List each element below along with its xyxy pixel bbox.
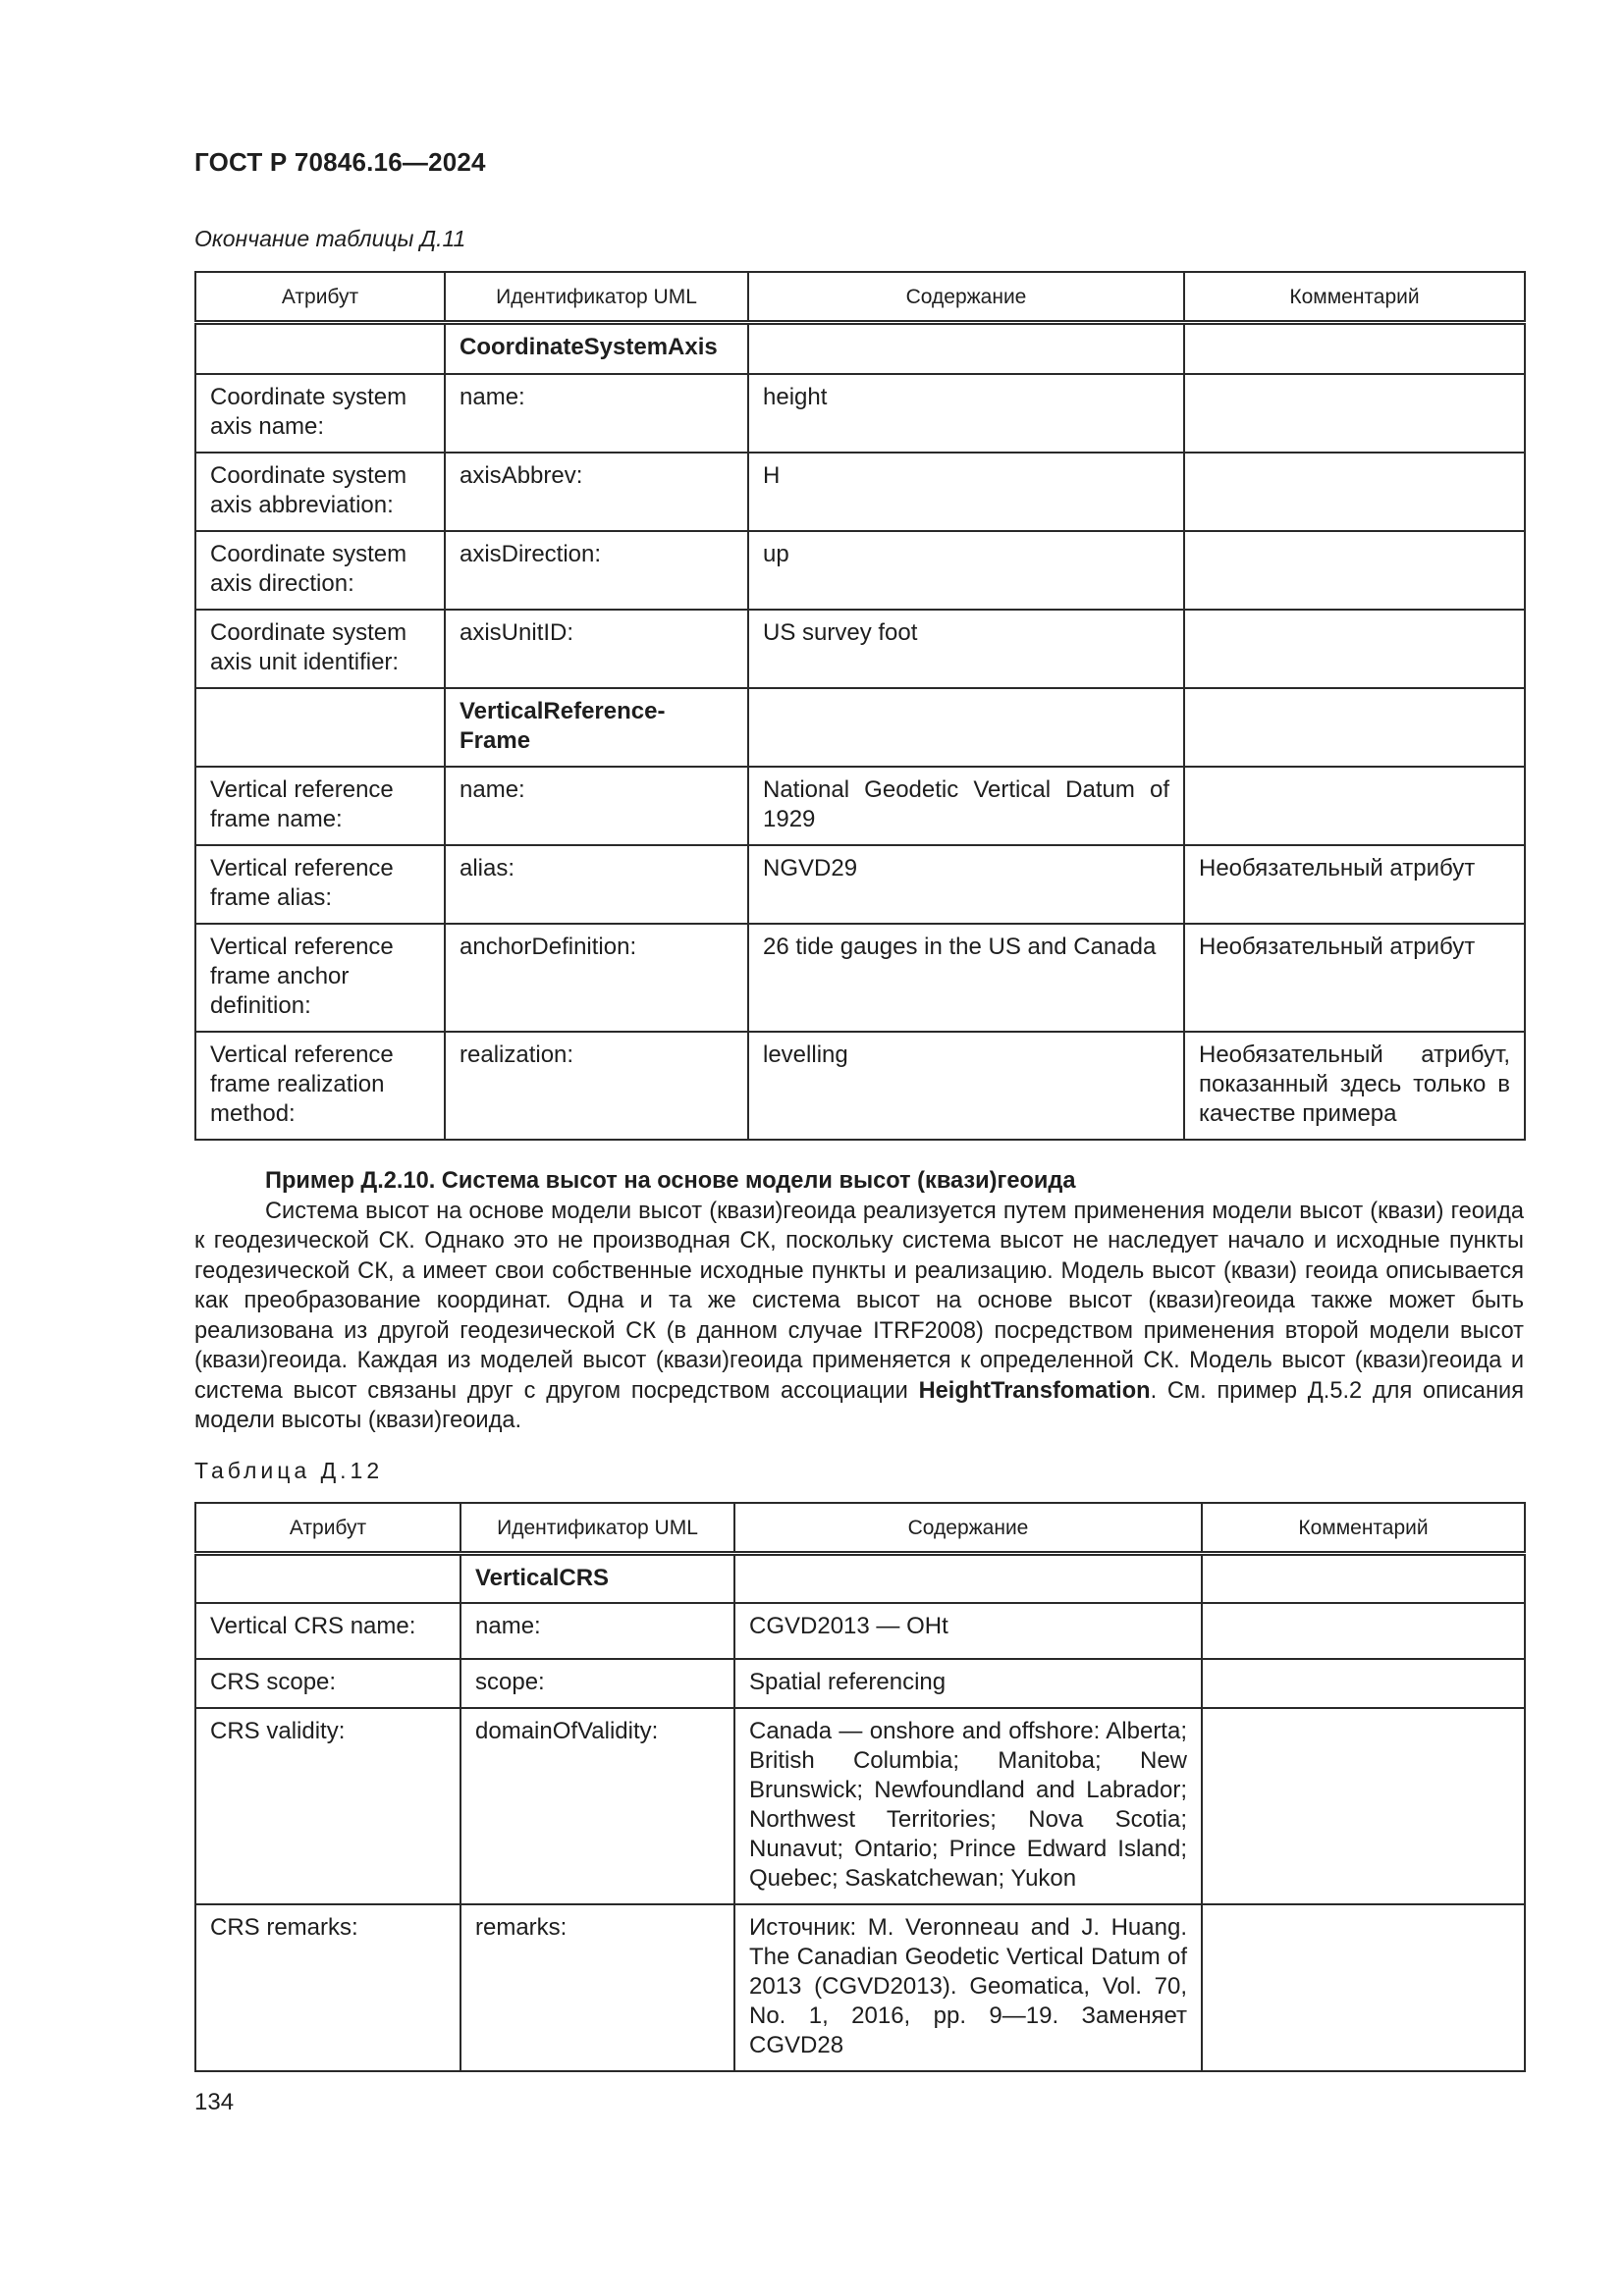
cell-content [748,688,1184,767]
table-row [195,845,1525,924]
cell-attribute: Vertical reference frame name: [195,767,445,845]
cell-uml-id: axisAbbrev: [445,453,748,531]
cell-attribute: Coordinate system axis name: [195,374,445,453]
table-row [195,323,1525,374]
column-header-attribute: Атрибут [195,272,445,323]
cell-comment [1184,323,1525,374]
example-title: Пример Д.2.10. Система высот на основе модели высот (квази)геоида [265,1168,1076,1194]
cell-attribute: CRS remarks: [195,1904,460,2071]
example-text-end: . См. пример Д.5.2 для описания модели высоты (квази)геоида. [194,1377,1524,1433]
cell-content: US survey foot [748,610,1184,688]
cell-content: Источник: M. Veronneau and J. Huang. The Canadian Geodetic Vertical Datum of 2013 (CGVD2013). Geomatica, Vol. 70, No. 1, 2016, pp. 9—19. Заменяет CGVD28 [734,1904,1202,2071]
table-row [195,1659,1525,1708]
table-row [195,1708,1525,1904]
cell-attribute: Coordinate system axis direction: [195,531,445,610]
cell-content: height [748,374,1184,453]
cell-content: NGVD29 [748,845,1184,924]
cell-comment [1202,1554,1525,1603]
cell-comment: Необязательный атрибут, показанный здесь только в качестве примера [1184,1032,1525,1140]
cell-content [734,1554,1202,1603]
cell-comment [1202,1904,1525,2071]
example-text: Система высот на основе модели высот (квази)геоида реализуется путем применения модели высот (квази) геоида к геодезической СК. Однако это не производная СК, поскольку система высот не наследует начало и исходные пункты геодезической СК, а имеет свои собственные исходные пункты и реализацию. Модель высот (квази) геоида описывается как преобразование координат. Одна и та же система высот на основе высот (квази)геоида также может быть реализована из другой геодезической СК (в данном случае ITRF2008) посредством применения второй модели высот (квази)геоида. Каждая из моделей высот (квази)геоида применяется к определенной СК. Модель высот (квази)геоида и система высот связаны друг с другом посредством ассоциации [194,1198,1524,1404]
cell-comment [1184,453,1525,531]
cell-attribute: CRS scope: [195,1659,460,1708]
table-row [195,1554,1525,1603]
cell-content: 26 tide gauges in the US and Canada [748,924,1184,1032]
cell-attribute: Vertical reference frame alias: [195,845,445,924]
cell-uml-id: name: [445,374,748,453]
cell-comment [1184,531,1525,610]
table-row [195,924,1525,1032]
page-number: 134 [194,2089,235,2115]
cell-attribute: Vertical CRS name: [195,1603,460,1659]
cell-content: CGVD2013 — OHt [734,1603,1202,1659]
standard-header: ГОСТ Р 70846.16—2024 [194,147,486,177]
cell-content: Spatial referencing [734,1659,1202,1708]
cell-content: levelling [748,1032,1184,1140]
table-d11 [194,271,1526,1141]
column-header-comment: Комментарий [1184,272,1525,323]
cell-uml-id: axisUnitID: [445,610,748,688]
column-header-attribute: Атрибут [195,1503,460,1554]
table-row [195,767,1525,845]
column-header-uml-id: Идентификатор UML [445,272,748,323]
cell-uml-id: alias: [445,845,748,924]
cell-content: National Geodetic Vertical Datum of 1929 [748,767,1184,845]
cell-uml-id: domainOfValidity: [460,1708,734,1904]
cell-uml-id: name: [445,767,748,845]
table-row [195,1603,1525,1659]
example-paragraph [194,1197,1524,1436]
cell-comment [1184,610,1525,688]
cell-uml-class: CoordinateSystemAxis [445,323,748,374]
cell-attribute: Vertical reference frame realization method: [195,1032,445,1140]
column-header-content: Содержание [734,1503,1202,1554]
cell-content: up [748,531,1184,610]
cell-comment: Необязательный атрибут [1184,845,1525,924]
cell-content: Canada — onshore and offshore: Alberta; British Columbia; Manitoba; New Brunswick; Newfoundland and Labrador; Northwest Territories; Nova Scotia; Nunavut; Ontario; Prince Edward Island; Quebec; Saskatchewan; Yukon [734,1708,1202,1904]
cell-comment: Необязательный атрибут [1184,924,1525,1032]
association-name: HeightTransfomation [918,1377,1151,1404]
table-row [195,374,1525,453]
cell-attribute: Vertical reference frame anchor definition: [195,924,445,1032]
cell-uml-class: VerticalCRS [460,1554,734,1603]
cell-uml-id: remarks: [460,1904,734,2071]
cell-attribute: Coordinate system axis abbreviation: [195,453,445,531]
example-section [194,1166,1524,1436]
cell-uml-id: realization: [445,1032,748,1140]
cell-uml-id: name: [460,1603,734,1659]
table-row [195,610,1525,688]
table-row [195,453,1525,531]
cell-uml-id: scope: [460,1659,734,1708]
cell-comment [1184,767,1525,845]
table-d11-caption: Окончание таблицы Д.11 [194,226,466,251]
column-header-comment: Комментарий [1202,1503,1525,1554]
cell-attribute [195,1554,460,1603]
column-header-content: Содержание [748,272,1184,323]
table-d12-caption: Таблица Д.12 [194,1458,384,1483]
table-header-row [195,272,1525,323]
cell-comment [1202,1603,1525,1659]
table-row [195,1904,1525,2071]
cell-uml-class: VerticalReference-Frame [445,688,748,767]
cell-comment [1184,374,1525,453]
table-row [195,688,1525,767]
table-d12 [194,1502,1526,2072]
table-row [195,531,1525,610]
cell-attribute: Coordinate system axis unit identifier: [195,610,445,688]
table-header-row [195,1503,1525,1554]
cell-content [748,323,1184,374]
cell-attribute [195,688,445,767]
cell-attribute: CRS validity: [195,1708,460,1904]
cell-attribute [195,323,445,374]
cell-uml-id: axisDirection: [445,531,748,610]
cell-comment [1202,1659,1525,1708]
column-header-uml-id: Идентификатор UML [460,1503,734,1554]
cell-comment [1184,688,1525,767]
cell-content: H [748,453,1184,531]
cell-comment [1202,1708,1525,1904]
cell-uml-id: anchorDefinition: [445,924,748,1032]
table-row [195,1032,1525,1140]
